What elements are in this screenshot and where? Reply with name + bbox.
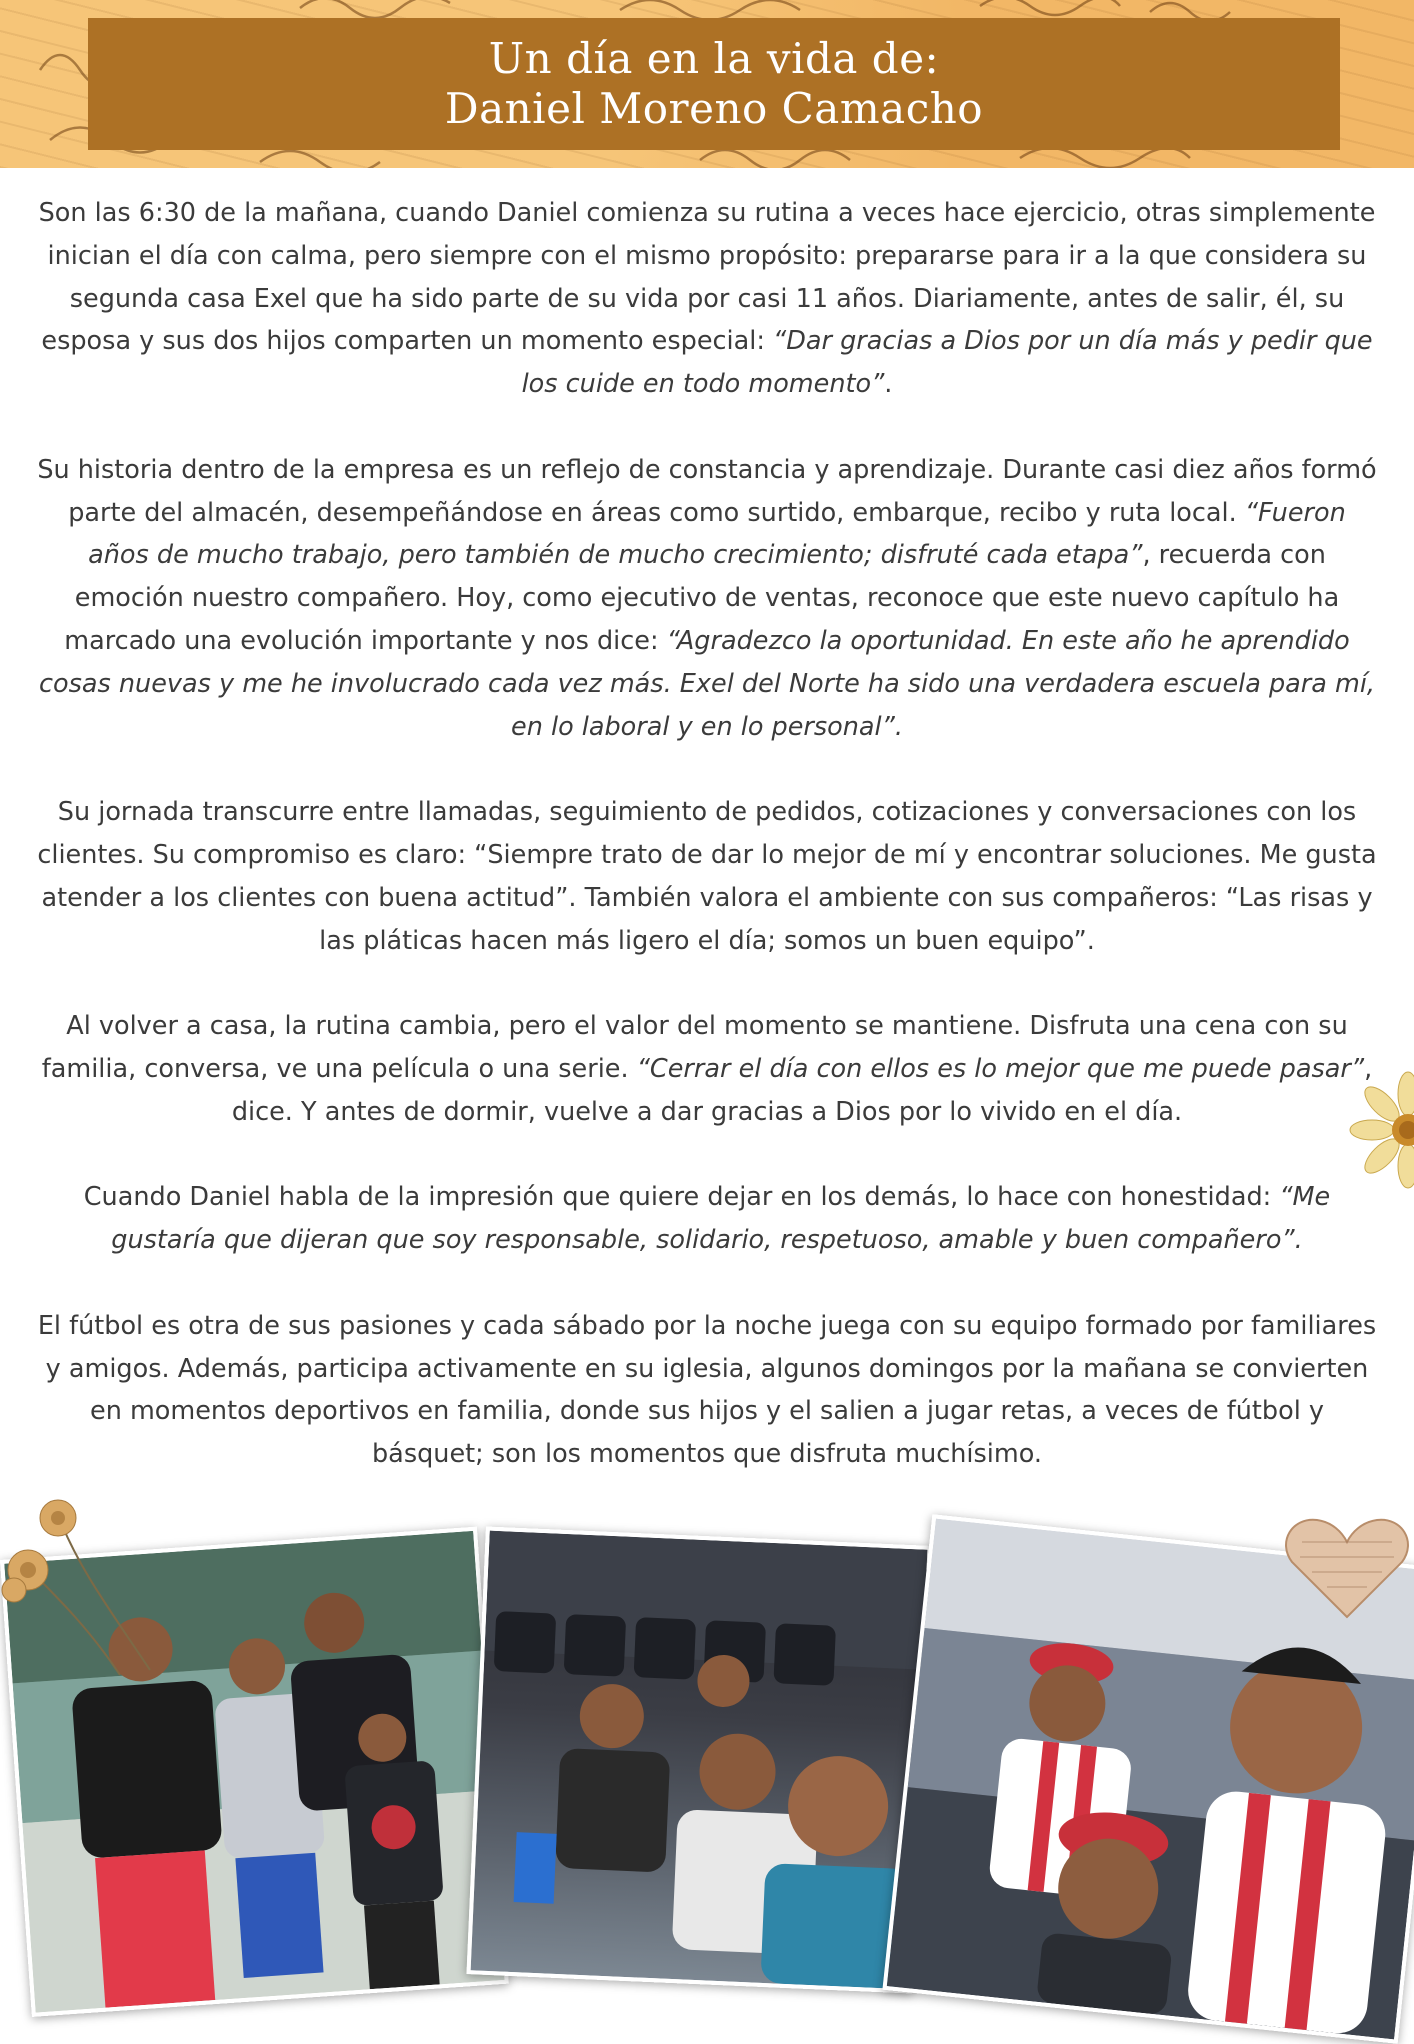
paragraph-5 bbox=[34, 1176, 1380, 1262]
header-paper-background bbox=[0, 0, 1414, 168]
paragraph-1-end: . bbox=[884, 369, 893, 400]
cinema-selfie-photo-icon bbox=[471, 1531, 928, 1990]
paragraph-4 bbox=[34, 1005, 1380, 1133]
paragraph-3: Su jornada transcurre entre llamadas, seguimiento de pedidos, cotizaciones y conversaciones con los clientes. Su compromiso es claro: “Siempre trato de dar lo mejor de mí y encontrar soluciones. Me gusta atender a los clientes con buena actitud”. También valora el ambiente con sus compañeros: “Las risas y las pláticas hacen más ligero el día; somos un buen equipo”. bbox=[37, 797, 1377, 956]
paragraph-1-text: Son las 6:30 de la mañana, cuando Daniel comienza su rutina a veces hace ejercicio, otras simplemente inician el día con calma, pero siempre con el mismo propósito: prepararse para ir a la que considera su segunda casa Exel que ha sido parte de su vida por casi 11 años. Diariamente, antes de salir, él, su esposa y sus dos hijos comparten un momento especial: bbox=[38, 198, 1376, 357]
paragraph-4-text-b: , dice. Y antes de dormir, vuelve a dar gracias a Dios por lo vivido en el día. bbox=[231, 1053, 1373, 1127]
cinema-selfie-photo bbox=[466, 1526, 931, 1993]
paragraph-2-text-a: Su historia dentro de la empresa es un reflejo de constancia y aprendizaje. Durante casi diez años formó parte del almacén, desempeñándose en áreas como surtido, embarque, recibo y ruta local. bbox=[37, 454, 1377, 528]
paragraph-6: El fútbol es otra de sus pasiones y cada sábado por la noche juega con su equipo formado por familiares y amigos. Además, participa activamente en su iglesia, algunos domingos por la mañana se convierten en momentos deportivos en familia, donde sus hijos y el salien a jugar retas, a veces de fútbol y básquet; son los momentos que disfruta muchísimo. bbox=[37, 1310, 1377, 1470]
paper-heart-icon bbox=[1282, 1512, 1412, 1622]
page-title-line-2: Daniel Moreno Camacho bbox=[444, 84, 984, 133]
article-body bbox=[34, 192, 1380, 1519]
paragraph-2 bbox=[34, 449, 1380, 749]
title-banner bbox=[88, 18, 1340, 150]
dried-flower-icon bbox=[1346, 1060, 1414, 1210]
paragraph-1 bbox=[34, 192, 1380, 406]
page-title-line-1: Un día en la vida de: bbox=[488, 34, 940, 83]
paragraph-5-quote: “Me gustaría que dijeran que soy responsable, solidario, respetuoso, amable y buen compañero”. bbox=[111, 1182, 1331, 1256]
dried-flowers-icon bbox=[0, 1480, 160, 1680]
paragraph-1-quote: “Dar gracias a Dios por un día más y pedir que los cuide en todo momento” bbox=[521, 326, 1373, 400]
paragraph-2-text-b: , recuerda con emoción nuestro compañero. Hoy, como ejecutivo de ventas, reconoce que este nuevo capítulo ha marcado una evolución importante y nos dice: bbox=[64, 540, 1340, 656]
paragraph-5-text: Cuando Daniel habla de la impresión que quiere dejar en los demás, lo hace con honestidad: bbox=[83, 1182, 1280, 1213]
paragraph-4-quote: “Cerrar el día con ellos es lo mejor que me puede pasar” bbox=[636, 1053, 1365, 1084]
paragraph-2-quote-b: “Agradezco la oportunidad. En este año he aprendido cosas nuevas y me he involucrado cada vez más. Exel del Norte ha sido una verdadera escuela para mí, en lo laboral y en lo personal”. bbox=[38, 625, 1376, 742]
paragraph-4-text-a: Al volver a casa, la rutina cambia, pero el valor del momento se mantiene. Disfruta una cena con su familia, conversa, ve una película o una serie. bbox=[41, 1011, 1348, 1084]
paragraph-2-quote-a: “Fueron años de mucho trabajo, pero también de mucho crecimiento; disfruté cada etapa” bbox=[88, 497, 1346, 571]
